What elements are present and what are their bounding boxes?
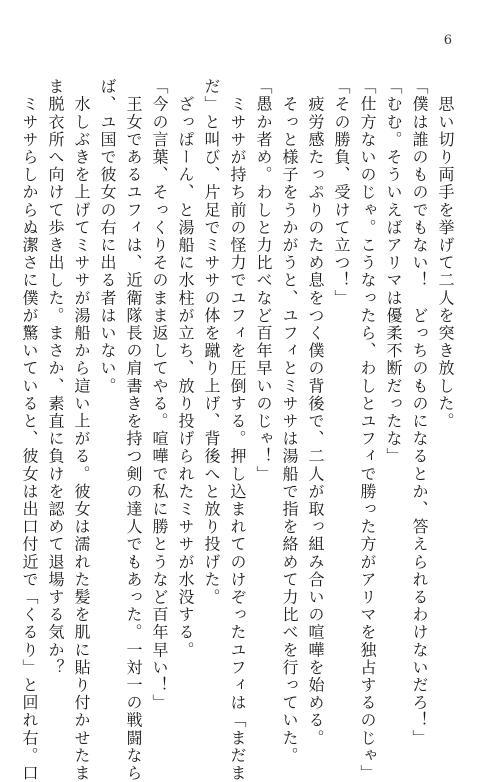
- text-line: 思い切り両手を挙げて二人を突き放した。: [436, 78, 455, 430]
- text-line: 疲労感たっぷりのため息をつく僕の背後で、二人が取っ組み合いの喧嘩を始める。: [306, 78, 325, 747]
- text-line: ば、ユ国で彼女の右に出る者はいない。: [98, 78, 117, 395]
- text-line: ま脱衣所へ向けて歩き出した。まさか、素直に負けを認めて退場する気か？: [46, 78, 65, 677]
- text-line: 「愚か者め。わしと力比べなど百年早いのじゃ！」: [254, 78, 273, 483]
- text-line: 「仕方ないのじゃ。こうなったら、わしとユフィで勝った方がアリマを独占するのじゃ」: [358, 78, 377, 782]
- text-line: 王女であるユフィは、近衛隊長の肩書きを持つ剣の達人でもあった。一対一の戦闘なら: [124, 78, 143, 782]
- text-line: 「むむ。そういえばアリマは優柔不断だったな」: [384, 78, 403, 466]
- text-line: ざっぱーん、と湯船に水柱が立ち、放り投げられたミササが水没する。: [176, 78, 195, 659]
- text-line: だ」と叫び、片足でミササの体を蹴り上げ、背後へと放り投げた。: [202, 78, 221, 606]
- text-line: ミササらしからぬ潔さに僕が驚いていると、彼女は出口付近で「くるり」と回れ右。口: [20, 78, 39, 782]
- page-number: 6: [443, 33, 452, 48]
- text-line: 「その勝負、受けて立つ！」: [332, 78, 351, 307]
- text-line: 「今の言葉、そっくりそのまま返してやる。喧嘩で私に勝とうなど百年早い！」: [150, 78, 169, 712]
- text-line: そっと様子をうかがうと、ユフィとミササは湯船で指を絡めて力比べを行っていた。: [280, 78, 299, 765]
- text-line: ミササが持ち前の怪力でユフィを圧倒する。押し込まれてのけぞったユフィは「まだま: [228, 78, 247, 782]
- text-line: 水しぶきを上げてミササが湯船から這い上がる。彼女は濡れた髪を肌に貼り付かせたま: [72, 78, 91, 782]
- text-line: 「僕は誰のものでもない！ どっちのものになるとか、答えられるわけないだろ！」: [410, 78, 429, 747]
- vertical-text-body: [16, 78, 458, 782]
